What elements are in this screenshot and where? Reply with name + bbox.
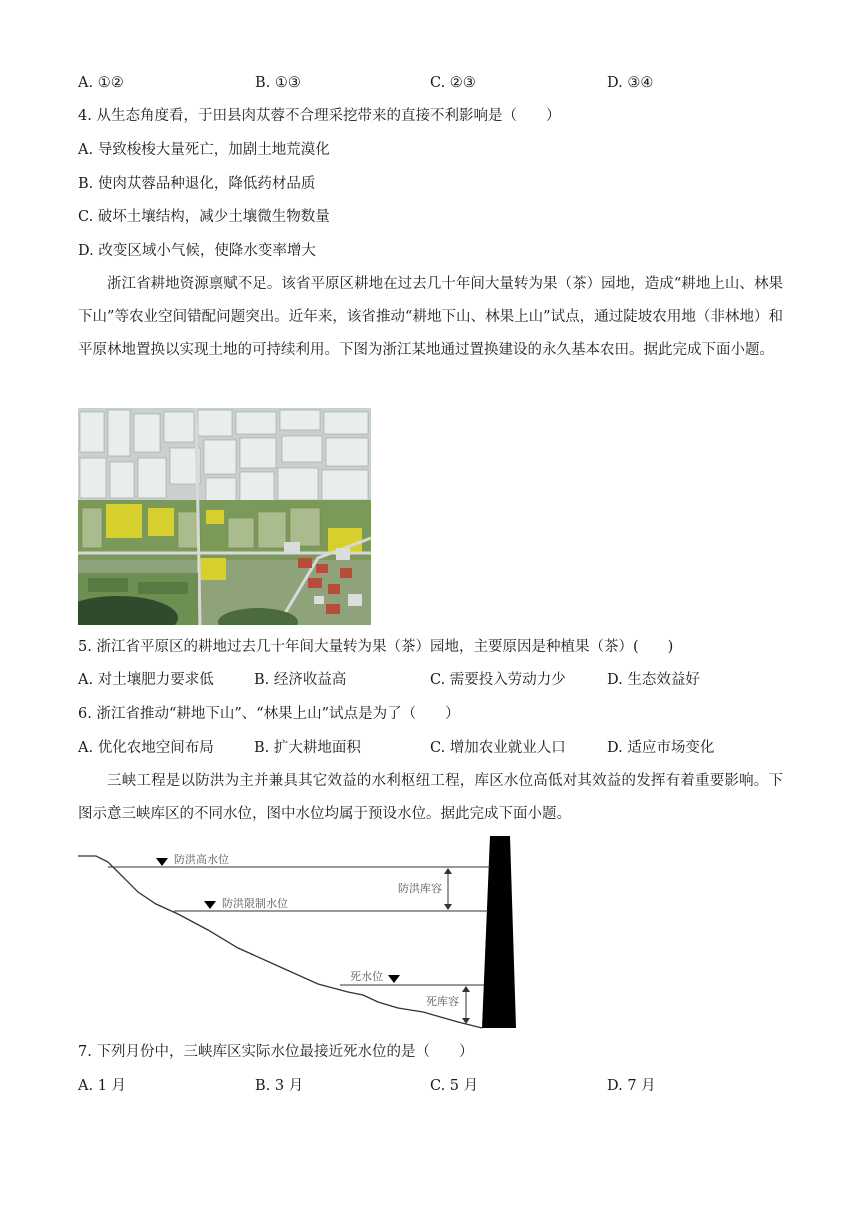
- passage-zhejiang: 浙江省耕地资源禀赋不足。该省平原区耕地在过去几十年间大量转为果（茶）园地，造成“耕地上山、林果下山”等农业空间错配问题突出。近年来，该省推动“耕地下山、林果上山”试点，通过陡坡农用地（非林地）和平原林地置换以实现土地的可持续利用。下图为浙江某地通过置换建设的永久基本农田。据此完成下面小题。: [78, 276, 783, 358]
- label-flood-high: 防洪高水位: [174, 853, 229, 866]
- dead-level-marker-icon: [388, 975, 400, 983]
- flood-limit-marker-icon: [204, 901, 216, 909]
- farmland-aerial-photo: [78, 408, 371, 625]
- q6-option-a: A. 优化农地空间布局: [78, 740, 214, 756]
- label-dead-capacity: 死库容: [426, 995, 459, 1008]
- label-dead-level: 死水位: [350, 970, 383, 983]
- q7-stem: 7. 下列月份中，三峡库区实际水位最接近死水位的是（ ）: [78, 1044, 474, 1060]
- q7-option-b: B. 3 月: [255, 1078, 304, 1094]
- q4-stem: 4. 从生态角度看，于田县肉苁蓉不合理采挖带来的直接不利影响是（ ）: [78, 108, 561, 124]
- q3-option-b: B. ①③: [255, 75, 301, 91]
- q6-option-c: C. 增加农业就业人口: [430, 740, 566, 756]
- q5-option-b: B. 经济收益高: [254, 672, 347, 688]
- q5-option-c: C. 需要投入劳动力少: [430, 672, 566, 688]
- q5-option-d: D. 生态效益好: [607, 672, 700, 688]
- flood-high-marker-icon: [156, 858, 168, 866]
- q5-stem: 5. 浙江省平原区的耕地过去几十年间大量转为果（茶）园地，主要原因是种植果（茶）( ): [78, 639, 674, 655]
- q7-option-d: D. 7 月: [607, 1078, 656, 1094]
- q3-option-d: D. ③④: [607, 75, 654, 91]
- q5-option-a: A. 对土壤肥力要求低: [78, 672, 214, 688]
- q6-stem: 6. 浙江省推动“耕地下山”、“林果上山”试点是为了（ ）: [78, 706, 460, 722]
- passage-sanxia: 三峡工程是以防洪为主并兼具其它效益的水利枢纽工程，库区水位高低对其效益的发挥有着重要影响。下图示意三峡库区的不同水位，图中水位均属于预设水位。据此完成下面小题。: [78, 773, 783, 822]
- reservoir-water-level-diagram: [78, 832, 528, 1032]
- q7-option-a: A. 1 月: [78, 1078, 127, 1094]
- q6-option-d: D. 适应市场变化: [607, 740, 715, 756]
- q6-option-b: B. 扩大耕地面积: [254, 740, 361, 756]
- label-flood-capacity: 防洪库容: [398, 882, 442, 895]
- dam: [482, 836, 516, 1028]
- q4-option-a: A. 导致梭梭大量死亡，加剧土地荒漠化: [78, 142, 330, 158]
- q3-option-a: A. ①②: [78, 75, 124, 91]
- q3-option-c: C. ②③: [430, 75, 476, 91]
- q4-option-b: B. 使肉苁蓉品种退化，降低药材品质: [78, 176, 316, 192]
- q7-option-c: C. 5 月: [430, 1078, 479, 1094]
- q4-option-d: D. 改变区域小气候，使降水变率增大: [78, 243, 316, 259]
- label-flood-limit: 防洪限制水位: [222, 897, 288, 910]
- q4-option-c: C. 破坏土壤结构，减少土壤微生物数量: [78, 209, 330, 225]
